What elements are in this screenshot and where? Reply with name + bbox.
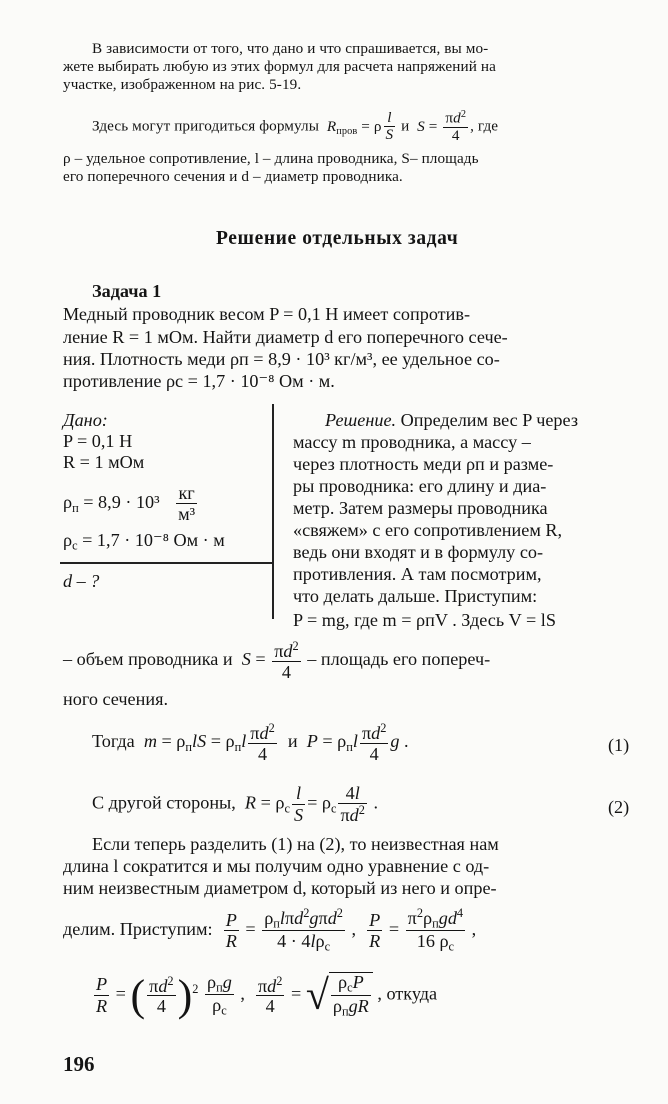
- solution-line-10: P = mg, где m = ρпV . Здесь V = lS: [293, 610, 556, 630]
- solution-line-1: [325, 410, 578, 431]
- given-find: d – ?: [63, 571, 100, 591]
- solution-label: Решение.: [325, 410, 397, 430]
- given-weight: P = 0,1 Н: [63, 431, 133, 451]
- given-divider-horizontal: [60, 562, 272, 564]
- density-unit-top: кг: [178, 483, 195, 503]
- solution-line-6: «свяжем» с его сопротивлением R,: [293, 520, 563, 540]
- intro-where: , где: [470, 117, 499, 135]
- given-density-value: = 8,9 · 10³: [83, 492, 160, 513]
- equation-2-number: (2): [608, 797, 630, 817]
- given-resistivity-value: = 1,7 · 10⁻⁸ Ом · м: [82, 530, 225, 550]
- equation-1: Тогда $m = \rho_пlS = \rho_пl$ $\frac{\pi d^2}{4}$ и $P = \rho_пl$ $\frac{\pi d^2}{4}$ g .: [92, 721, 409, 764]
- volume-line: [63, 640, 490, 682]
- given-label: Дано:: [63, 410, 108, 430]
- para-line-3: ним неизвестным диаметром d, который из него и опре-: [63, 878, 497, 898]
- density-unit-bottom: м³: [178, 504, 196, 525]
- intro-line-5: ρ – удельное сопротивление, l – длина проводника, S– площадь: [63, 150, 479, 167]
- given-resistance: R = 1 мОм: [63, 452, 145, 472]
- volume-pre: – объем проводника и: [63, 649, 233, 670]
- volume-line-2: ного сечения.: [63, 689, 168, 709]
- intro-line-3: участке, изображенном на рис. 5-19.: [63, 76, 302, 93]
- eq1-and: и: [287, 731, 298, 752]
- intro-line-1: В зависимости от того, что дано и что спрашивается, вы мо-: [92, 40, 489, 57]
- given-resistivity: $\rho_с = 1,7 \cdot 10^{-8}$ Ом · м: [63, 530, 225, 553]
- solution-line-8: противления. А там посмотрим,: [293, 564, 542, 584]
- solution-line-9: что делать дальше. Приступим:: [293, 586, 538, 606]
- volume-post: – площадь его попереч-: [307, 649, 491, 670]
- task-line-2: ление R = 1 мОм. Найти диаметр d его поперечного сече-: [63, 327, 508, 347]
- formula-r-conductor: $R_{пров} = \rho$ $\frac{l}{S}$: [326, 109, 394, 144]
- para-line-2: длина l сократится и мы получим одно уравнение с од-: [63, 856, 490, 876]
- task-line-3: ния. Плотность меди ρп = 8,9 · 10³ кг/м³, ее удельное со-: [63, 349, 500, 369]
- define-label: делим. Приступим:: [63, 919, 213, 940]
- final-line: $\frac{P}{R}$ = ( $\frac{\pi d^2}{4}$ )$^2$ $\frac{\rho_пg}{\rho_с}$ , $\frac{\pi d^2}{4}$ = √ $\frac{\rho_сP}{\rho_пgR}$ , откуда: [96, 971, 438, 1020]
- solution-line-2: массу m проводника, а массу –: [293, 432, 531, 452]
- given-density: $\rho_п = 8,9 \cdot 10^3$ $\frac{кг}{\text{м³}}$: [63, 483, 196, 525]
- intro-formula-lead: Здесь могут пригодиться формулы: [92, 117, 320, 135]
- solution-line-4: ры проводника: его длину и диа-: [293, 476, 547, 496]
- solution-line-5: метр. Затем размеры проводника: [293, 498, 548, 518]
- other-side-label: С другой стороны,: [92, 792, 236, 813]
- area-formula: S = $\frac{\pi d^2}{4}$: [241, 639, 299, 682]
- then-label: Тогда: [92, 731, 135, 752]
- task-title: Задача 1: [92, 281, 162, 301]
- whence-label: , откуда: [377, 983, 438, 1004]
- task-line-1: Медный проводник весом P = 0,1 Н имеет сопротив-: [63, 304, 470, 324]
- solution-line-1-text: Определим вес P через: [400, 410, 578, 430]
- para-line-1: Если теперь разделить (1) на (2), то неизвестная нам: [92, 834, 499, 854]
- intro-line-2: жете выбирать любую из этих формул для расчета напряжений на: [63, 58, 496, 75]
- equation-1-number: (1): [608, 735, 630, 755]
- intro-formula-line: [92, 110, 498, 144]
- page-number: 196: [63, 1052, 95, 1076]
- solution-line-7: ведь они входят и в формулу со-: [293, 542, 544, 562]
- equation-2: С другой стороны, $R = \rho_с$ $\frac{l}{S}$ = $\rho_с$ $\frac{4l}{\pi d^2}$ .: [92, 783, 379, 825]
- given-divider-vertical: [272, 404, 274, 619]
- section-heading: Решение отдельных задач: [216, 228, 459, 249]
- define-line: делим. Приступим: $\frac{P}{R}$ = $\frac{\rho_пl\pi d^2g\pi d^2}{4 \cdot 4l\rho_с}$ , $\frac{P}{R}$ = $\frac{\pi^2\rho_пgd^4}{16 \rho_с}$ ,: [63, 906, 477, 955]
- solution-line-3: через плотность меди ρп и разме-: [293, 454, 554, 474]
- intro-line-6: его поперечного сечения и d – диаметр проводника.: [63, 168, 403, 185]
- intro-and: и: [401, 117, 410, 135]
- task-line-4: противление ρс = 1,7 · 10⁻⁸ Ом · м.: [63, 371, 335, 391]
- formula-area: S = $\frac{\pi d^2}{4}$: [417, 109, 467, 144]
